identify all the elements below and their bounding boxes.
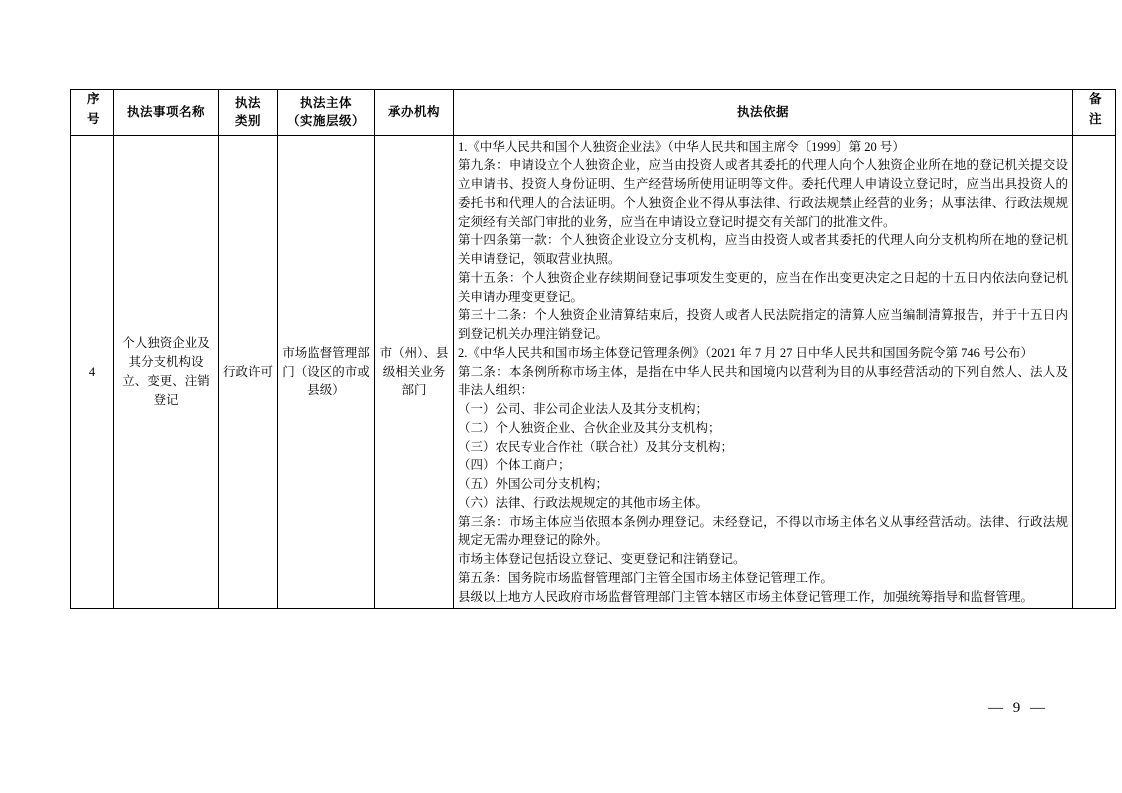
column-header-subject: 执法主体 （实施层级）	[278, 90, 375, 136]
basis-line: 第十五条：个人独资企业存续期间登记事项发生变更的，应当在作出变更决定之日起的十五日内依法向登记机关申请办理变更登记。	[458, 270, 1068, 304]
basis-line: 第三十二条：个人独资企业清算结束后，投资人或者人民法院指定的清算人应当编制清算报告，并于十五日内到登记机关办理注销登记。	[458, 308, 1068, 341]
basis-line: 市场主体登记包括设立登记、变更登记和注销登记。	[458, 552, 746, 566]
basis-line: 第二条：本条例所称市场主体，是指在中华人民共和国境内以营利为目的从事经营活动的下列自然人、法人及非法人组织：	[458, 364, 1068, 398]
cell-subject: 市场监督管理部门（设区的市或县级）	[278, 135, 375, 609]
column-header-category: 执法 类别	[219, 90, 278, 136]
basis-line: （一）公司、非公司企业法人及其分支机构；	[458, 402, 709, 416]
cell-organization: 市（州）、县级相关业务部门	[375, 135, 454, 609]
table-body	[71, 135, 1116, 609]
column-header-organization: 承办机构	[375, 90, 454, 136]
cell-basis	[454, 135, 1073, 609]
column-header-sequence: 序 号	[71, 90, 114, 136]
column-header-remark: 备 注	[1073, 90, 1116, 136]
basis-line: 第五条：国务院市场监督管理部门主管全国市场主体登记管理工作。	[458, 570, 834, 585]
basis-line: 1.《中华人民共和国个人独资企业法》（中华人民共和国主席令〔1999〕第 20 号）	[458, 139, 905, 154]
basis-line: （二）个人独资企业、合伙企业及其分支机构；	[458, 420, 721, 435]
basis-line: （五）外国公司分支机构；	[458, 477, 609, 491]
cell-category: 行政许可	[219, 135, 278, 609]
column-header-item-name: 执法事项名称	[114, 90, 219, 136]
basis-line: 第十四条第一款：个人独资企业设立分支机构，应当由投资人或者其委托的代理人向分支机构所在地的登记机关申请登记，领取营业执照。	[458, 233, 1068, 266]
basis-line: （六）法律、行政法规规定的其他市场主体。	[458, 495, 709, 510]
basis-line: 2.《中华人民共和国市场主体登记管理条例》（2021 年 7 月 27 日中华人民共和国国务院令第 746 号公布）	[458, 345, 1034, 360]
enforcement-items-table	[70, 89, 1116, 609]
page-number: — 9 —	[988, 700, 1048, 716]
cell-sequence: 4	[71, 135, 114, 609]
basis-line: 第九条：申请设立个人独资企业，应当由投资人或者其委托的代理人向个人独资企业所在地的登记机关提交设立申请书、投资人身份证明、生产经营场所使用证明等文件。委托代理人申请设立登记时，应当出具投资人的委托书和代理人的合法证明。个人独资企业不得从事法律、行政法规禁止经营的业务；从事法律、行政法规规定须经有关部门审批的业务，应当在申请设立登记时提交有关部门的批准文件。	[458, 158, 1068, 229]
table-header-row	[71, 90, 1116, 136]
basis-line: （三）农民专业合作社（联合社）及其分支机构；	[458, 439, 734, 454]
table-header	[71, 90, 1116, 136]
cell-remark	[1073, 135, 1116, 609]
column-header-basis: 执法依据	[454, 90, 1073, 136]
basis-line: （四）个体工商户；	[458, 458, 571, 473]
basis-line: 县级以上地方人民政府市场监督管理部门主管本辖区市场主体登记管理工作，加强统筹指导和监督管理。	[458, 589, 1034, 604]
basis-line: 第三条：市场主体应当依照本条例办理登记。未经登记，不得以市场主体名义从事经营活动。法律、行政法规规定无需办理登记的除外。	[458, 514, 1068, 548]
table-row	[71, 135, 1116, 609]
cell-item-name: 个人独资企业及其分支机构设立、变更、注销登记	[114, 135, 219, 609]
